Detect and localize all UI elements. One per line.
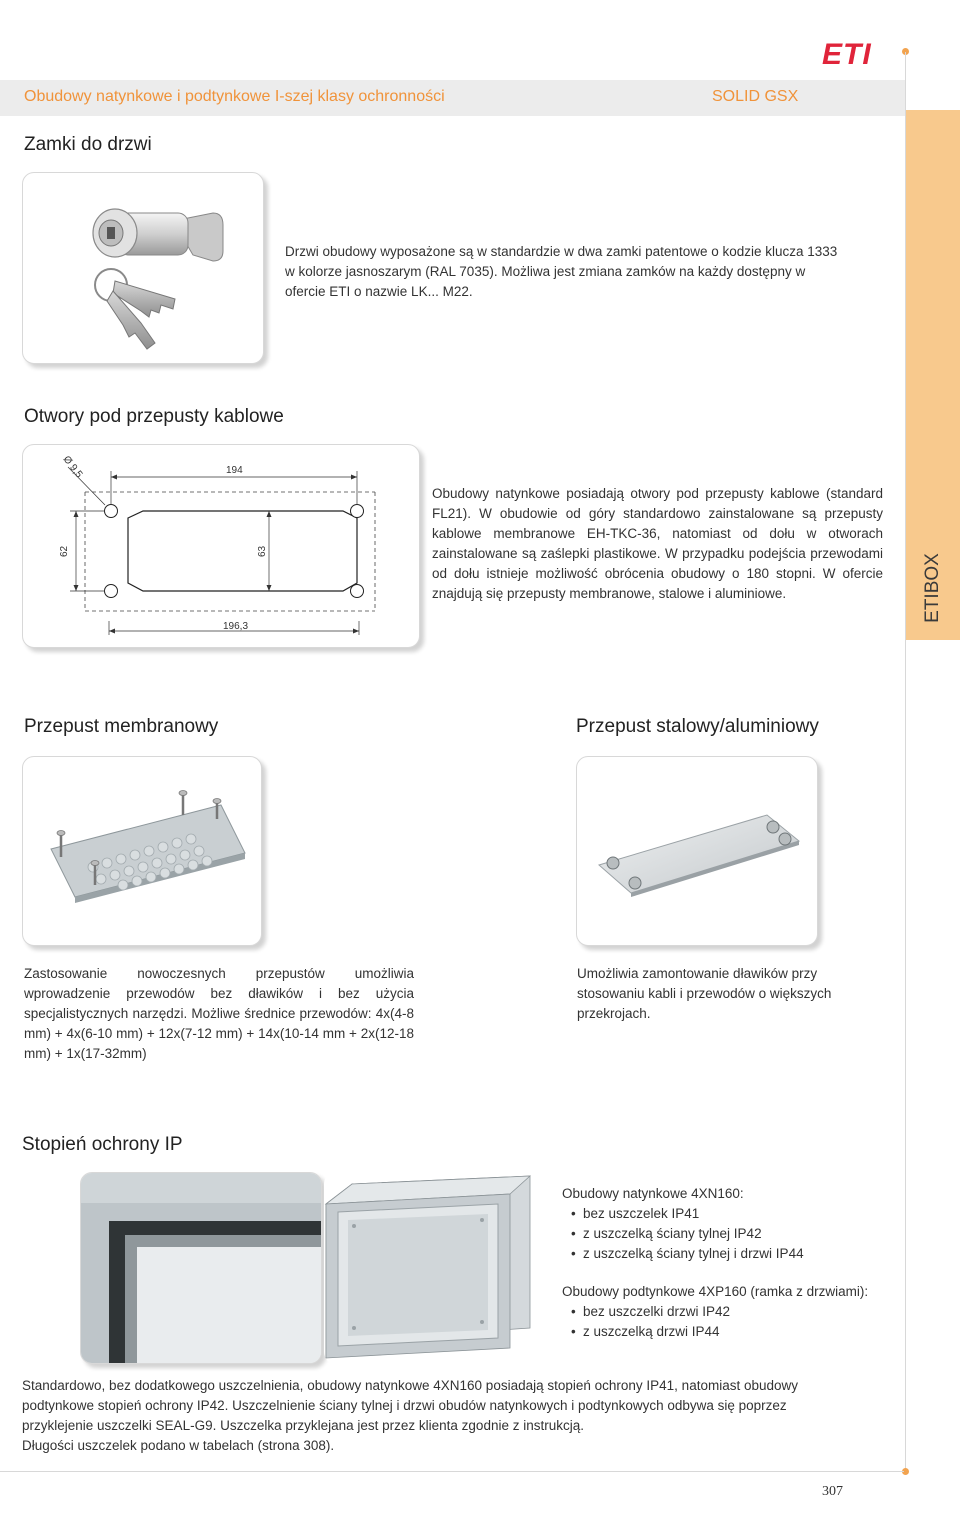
cable-openings-text: Obudowy natynkowe posiadają otwory pod przepusty kablowe (standard FL21). W obudowie od góry standardowo zainstalowane są przepusty kablowe membranowe EH-TKC-36, natomiast od dołu w otworach zainstalowane są zaślepki plastikowe. W przypadku podejścia przewodami od dołu istnieje możliwość obrócenia obudowy o 180 stopni. W ofercie znajdują się przepusty membranowe, stalowe i aluminiowe. [432,486,883,601]
ip-bottom-text [22,1376,892,1456]
text-line: Długości uszczelek podano w tabelach (strona 308). [22,1438,335,1453]
enclosure-image [324,1172,560,1364]
ip-surface-title: Obudowy natynkowe 4XN160: [562,1186,744,1201]
steel-heading: Przepust stalowy/aluminiowy [576,716,819,737]
locks-text: Drzwi obudowy wyposażone są w standardzie w dwa zamki patentowe o kodzie klucza 1333 w kolorze jasnoszarym (RAL 7035). Możliwa jest zmiana zamków na każdy dostępny w ofercie ETI o nazwie LK... M22. [285,244,838,299]
ip-surface-list [562,1204,892,1264]
text-line: podtynkowe stopień ochrony IP42. Uszczelnienie ściany tylnej i drzwi obudów natynkowych i podtynkowych odbywa się poprzez [22,1398,787,1413]
text-line: Standardowo, bez dodatkowego uszczelnienia, obudowy natynkowe 4XN160 posiadają stopień ochrony IP41, natomiast obudowy [22,1378,799,1393]
membrane-text: Zastosowanie nowoczesnych przepustów umożliwia wprowadzenie przewodów bez dławików i bez użycia specjalistycznych narzędzi. Możliwe średnice przewodów: 4x(4-8 mm) + 4x(6-10 mm) + 12x(7-12 mm) + 14x(10-14 mm + 2x(12-18 mm) + 1x(17-32mm) [24,966,414,1061]
ip-heading: Stopień ochrony IP [22,1134,183,1155]
dim-196-3: 196,3 [223,621,249,632]
ip-surface-block [562,1184,892,1264]
dim-194: 194 [226,465,243,476]
dim-62: 62 [59,545,70,557]
enclosure-image-frame [324,1172,560,1364]
dim-hole-9-5: Ø 9,5 [60,454,85,481]
ip-flush-block [562,1282,902,1342]
steel-image-frame [576,756,818,946]
list-item: • z uszczelką ściany tylnej IP42 [562,1224,892,1244]
opening-dimension-drawing [23,445,419,647]
cable-openings-heading: Otwory pod przepusty kablowe [24,406,284,427]
text-line: przyklejenie uszczelki SEAL-G9. Uszczelka przyklejana jest przez klienta zgodnie z instrukcją. [22,1418,584,1433]
lock-image-frame [22,172,264,364]
membrane-gland-image [23,757,261,945]
eti-logo: ETI [822,38,872,71]
dim-63: 63 [257,545,268,557]
side-tab-label: ETIBOX [922,553,943,623]
membrane-image-frame [22,756,262,946]
ip-flush-list [562,1302,902,1342]
list-item: • bez uszczelki drzwi IP42 [562,1302,902,1322]
header-series: SOLID GSX [712,88,799,105]
membrane-heading: Przepust membranowy [24,716,219,737]
ip-flush-title: Obudowy podtynkowe 4XP160 (ramka z drzwiami): [562,1284,869,1299]
opening-drawing-frame [22,444,420,648]
door-seal-image [81,1173,321,1363]
steel-gland-image [577,757,817,945]
list-item: • z uszczelką ściany tylnej i drzwi IP44 [562,1244,892,1264]
lock-key-image [23,173,263,363]
header-title: Obudowy natynkowe i podtynkowe I-szej klasy ochronności [24,88,445,105]
seal-image-frame [80,1172,322,1364]
page-number: 307 [822,1484,843,1499]
steel-text: Umożliwia zamontowanie dławików przy stosowaniu kabli i przewodów o większych przekrojach. [577,966,832,1021]
list-item: • bez uszczelek IP41 [562,1204,892,1224]
locks-heading: Zamki do drzwi [24,134,152,155]
footer-rule [0,1471,904,1472]
list-item: • z uszczelką drzwi IP44 [562,1322,902,1342]
